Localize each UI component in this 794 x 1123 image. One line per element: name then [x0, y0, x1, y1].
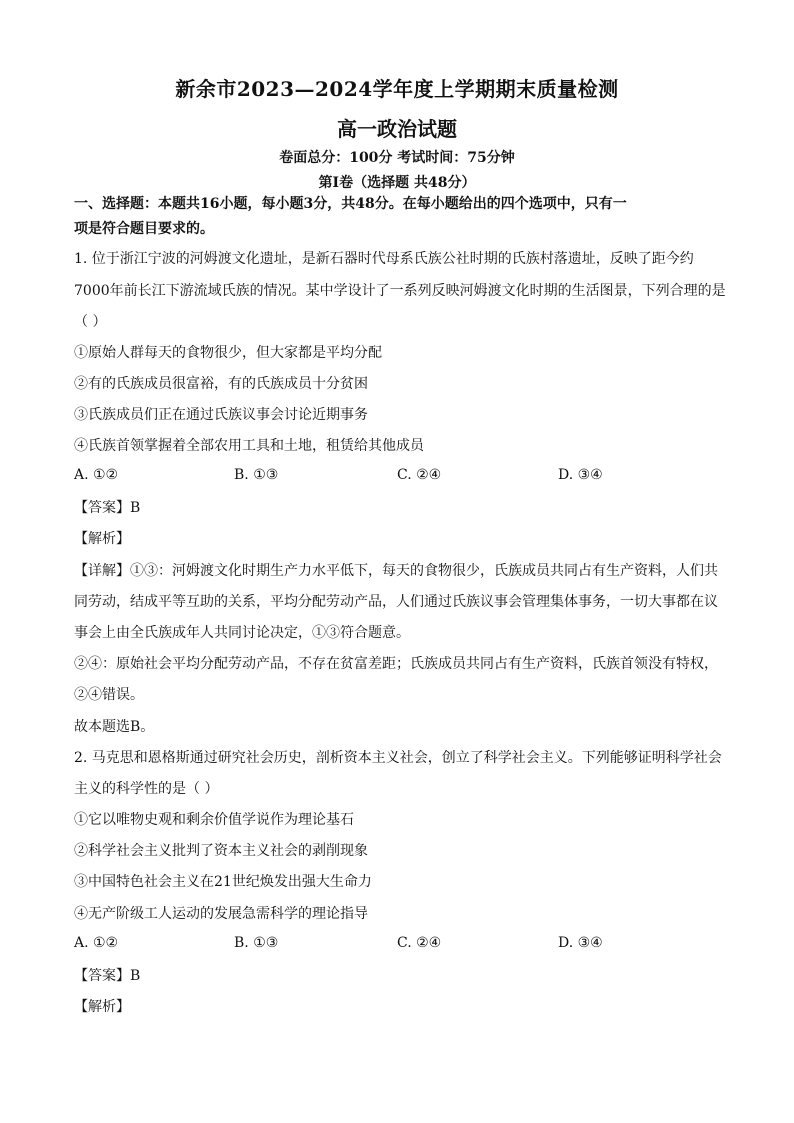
exam-title: 新余市2023—2024学年度上学期期末质量检测	[175, 77, 619, 101]
q1-item-4: ④氏族首领掌握着全部农用工具和土地，租赁给其他成员	[74, 438, 424, 454]
q1-detail-line-3: 事会上由全氏族成年人共同讨论决定，①③符合题意。	[74, 625, 410, 641]
q2-stem-line-2: 主义的科学性的是（ ）	[74, 781, 219, 797]
q2-option-d: D. ③④	[558, 935, 603, 951]
q1-detail-line-2: 同劳动，结成平等互助的关系，平均分配劳动产品，人们通过氏族议事会管理集体事务，一切大事都在议	[74, 594, 718, 610]
q2-stem-line-1: 2. 马克思和恩格斯通过研究社会历史，剖析资本主义社会，创立了科学社会主义。下列能够证明科学社会	[74, 750, 722, 766]
q2-item-4: ④无产阶级工人运动的发展急需科学的理论指导	[74, 906, 368, 922]
exam-subtitle: 高一政治试题	[337, 117, 457, 141]
q1-options	[74, 467, 724, 487]
q1-option-b: B. ①③	[234, 467, 279, 483]
q1-item-2: ②有的氏族成员很富裕，有的氏族成员十分贫困	[74, 376, 368, 392]
q1-stem-line-3: （ ）	[74, 314, 107, 330]
q1-detail-line-5: ②④错误。	[74, 687, 144, 703]
q2-item-1: ①它以唯物史观和剩余价值学说作为理论基石	[74, 812, 354, 828]
q2-options	[74, 935, 724, 955]
exam-part-heading: 第I卷（选择题 共48分）	[318, 175, 476, 191]
q1-detail-line-4: ②④：原始社会平均分配劳动产品，不存在贫富差距；氏族成员共同占有生产资料，氏族首领没有特权，	[74, 656, 718, 672]
q1-answer: 【答案】B	[74, 500, 141, 516]
q1-stem-line-1: 1. 位于浙江宁波的河姆渡文化遗址，是新石器时代母系氏族公社时期的氏族村落遗址，反映了距今约	[74, 251, 694, 267]
q1-option-c: C. ②④	[397, 467, 442, 483]
q2-item-3: ③中国特色社会主义在21世纪焕发出强大生命力	[74, 874, 372, 890]
q1-item-1: ①原始人群每天的食物很少，但大家都是平均分配	[74, 345, 382, 361]
exam-meta: 卷面总分：100分 考试时间：75分钟	[279, 150, 515, 166]
q1-stem-line-2: 7000年前长江下游流域氏族的情况。某中学设计了一系列反映河姆渡文化时期的生活图景，下列合理的是	[74, 283, 726, 299]
q2-option-a: A. ①②	[74, 935, 119, 951]
q2-item-2: ②科学社会主义批判了资本主义社会的剥削现象	[74, 843, 368, 859]
q1-option-a: A. ①②	[74, 467, 119, 483]
q1-conclusion: 故本题选B。	[74, 719, 155, 735]
q1-detail-line-1: 【详解】①③：河姆渡文化时期生产力水平低下，每天的食物很少，氏族成员共同占有生产资料，人们共	[74, 563, 718, 579]
q2-option-b: B. ①③	[234, 935, 279, 951]
q1-analysis-label: 【解析】	[74, 531, 130, 547]
section-heading-line-1: 一、选择题：本题共16小题，每小题3分，共48分。在每小题给出的四个选项中，只有一	[74, 196, 627, 212]
q1-item-3: ③氏族成员们正在通过氏族议事会讨论近期事务	[74, 407, 368, 423]
q2-option-c: C. ②④	[397, 935, 442, 951]
q2-analysis-label: 【解析】	[74, 999, 130, 1015]
q1-option-d: D. ③④	[558, 467, 603, 483]
section-heading-line-2: 项是符合题目要求的。	[74, 221, 214, 237]
q2-answer: 【答案】B	[74, 968, 141, 984]
